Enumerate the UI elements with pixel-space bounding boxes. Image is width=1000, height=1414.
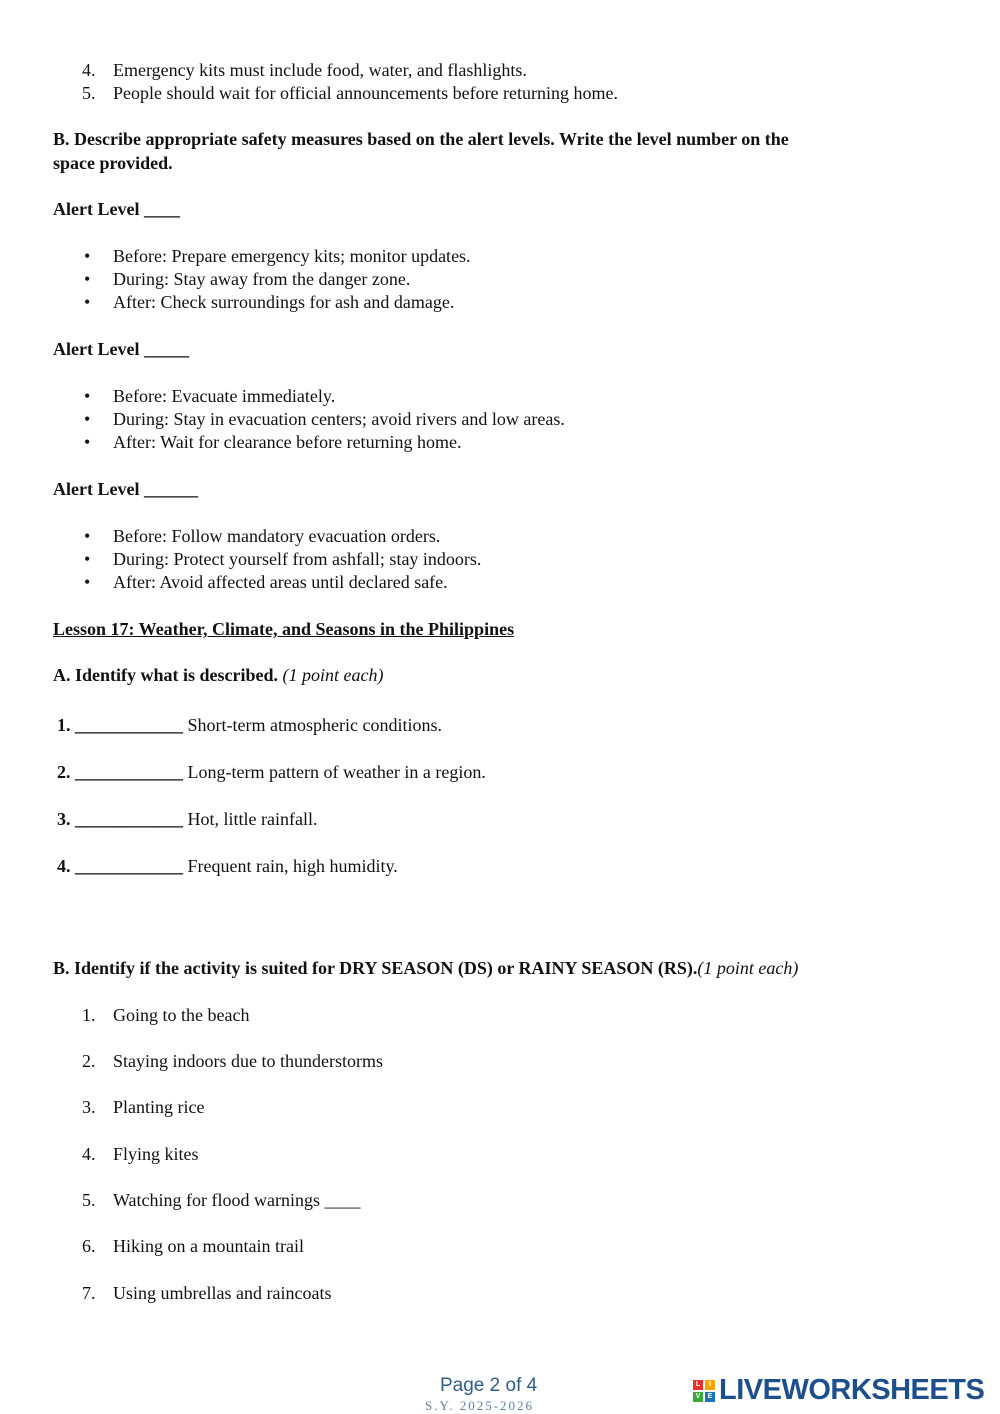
answer-blank[interactable]: ____________ (75, 715, 183, 735)
item-number: 2. (57, 762, 71, 782)
answer-blank[interactable]: ____________ (75, 856, 183, 876)
logo-letter: V (693, 1392, 703, 1402)
alert-level-heading[interactable]: Alert Level ______ (53, 479, 198, 499)
page-number: Page 2 of 4 (440, 1375, 538, 1396)
part-b-heading-text: B. Identify if the activity is suited for DRY SEASON (DS) or RAINY SEASON (RS). (53, 958, 698, 978)
bullet-icon: • (84, 269, 91, 289)
item-text: People should wait for official announcements before returning home. (113, 83, 619, 103)
school-year: S.Y. 2025-2026 (425, 1398, 535, 1413)
item-text: Planting rice (113, 1097, 205, 1117)
logo-letter: E (705, 1392, 715, 1402)
alert-bullet-text: Before: Evacuate immediately. (113, 386, 336, 406)
item-text: Hiking on a mountain trail (113, 1236, 304, 1256)
item-text: Short-term atmospheric conditions. (187, 715, 442, 735)
item-number: 6. (82, 1236, 96, 1256)
item-number: 5. (82, 1190, 96, 1210)
item-text: Using umbrellas and raincoats (113, 1283, 332, 1303)
item-text: Hot, little rainfall. (187, 809, 318, 829)
item-number: 4. (82, 1144, 96, 1164)
bullet-icon: • (84, 292, 91, 312)
item-number: 3. (57, 809, 71, 829)
logo-grid-icon (693, 1380, 715, 1402)
alert-bullet-text: During: Stay away from the danger zone. (113, 269, 411, 289)
item-number: 7. (82, 1283, 96, 1303)
bullet-icon: • (84, 549, 91, 569)
part-a-heading (53, 665, 383, 686)
item-number: 2. (82, 1051, 96, 1071)
section-b-instructions-line2: space provided. (53, 153, 173, 173)
bullet-icon: • (84, 386, 91, 406)
answer-blank[interactable]: ____________ (75, 809, 183, 829)
item-text: Emergency kits must include food, water, and flashlights. (113, 60, 527, 80)
alert-bullet-text: After: Check surroundings for ash and damage. (113, 292, 455, 312)
item-number: 4. (57, 856, 71, 876)
item-number: 3. (82, 1097, 96, 1117)
logo-letter: I (705, 1380, 715, 1390)
part-a-points: (1 point each) (282, 665, 384, 685)
answer-blank[interactable]: ____________ (75, 762, 183, 782)
part-a-item (57, 715, 442, 736)
logo-letter: L (693, 1380, 703, 1390)
alert-bullet-text: Before: Prepare emergency kits; monitor updates. (113, 246, 471, 266)
item-text: Going to the beach (113, 1005, 250, 1025)
part-a-item (57, 856, 398, 877)
bullet-icon: • (84, 572, 91, 592)
bullet-icon: • (84, 432, 91, 452)
part-a-item (57, 809, 317, 830)
item-number: 1. (82, 1005, 96, 1025)
item-number: 5. (82, 83, 96, 103)
item-number: 1. (57, 715, 71, 735)
alert-level-heading[interactable]: Alert Level _____ (53, 339, 189, 359)
lesson-title: Lesson 17: Weather, Climate, and Seasons in the Philippines (53, 619, 515, 639)
bullet-icon: • (84, 409, 91, 429)
item-text: Long-term pattern of weather in a region. (187, 762, 486, 782)
part-a-heading-text: A. Identify what is described. (53, 665, 279, 685)
item-text: Frequent rain, high humidity. (187, 856, 398, 876)
part-a-item (57, 762, 486, 783)
item-text: Staying indoors due to thunderstorms (113, 1051, 383, 1071)
part-b-points: (1 point each) (697, 958, 799, 978)
alert-bullet-text: During: Stay in evacuation centers; avoid rivers and low areas. (113, 409, 565, 429)
item-text: Flying kites (113, 1144, 199, 1164)
alert-bullet-text: Before: Follow mandatory evacuation orders. (113, 526, 441, 546)
liveworksheets-logo[interactable] (693, 1374, 984, 1407)
brand-name: LIVEWORKSHEETS (719, 1374, 985, 1406)
item-number: 4. (82, 60, 96, 80)
alert-bullet-text: After: Avoid affected areas until declared safe. (113, 572, 448, 592)
bullet-icon: • (84, 526, 91, 546)
section-b-instructions-line1: B. Describe appropriate safety measures based on the alert levels. Write the level number on the (53, 129, 789, 149)
part-b-heading (53, 958, 798, 979)
alert-level-heading[interactable]: Alert Level ____ (53, 199, 180, 219)
alert-bullet-text: After: Wait for clearance before returning home. (113, 432, 462, 452)
bullet-icon: • (84, 246, 91, 266)
alert-bullet-text: During: Protect yourself from ashfall; stay indoors. (113, 549, 482, 569)
item-text: Watching for flood warnings ____ (113, 1190, 361, 1210)
